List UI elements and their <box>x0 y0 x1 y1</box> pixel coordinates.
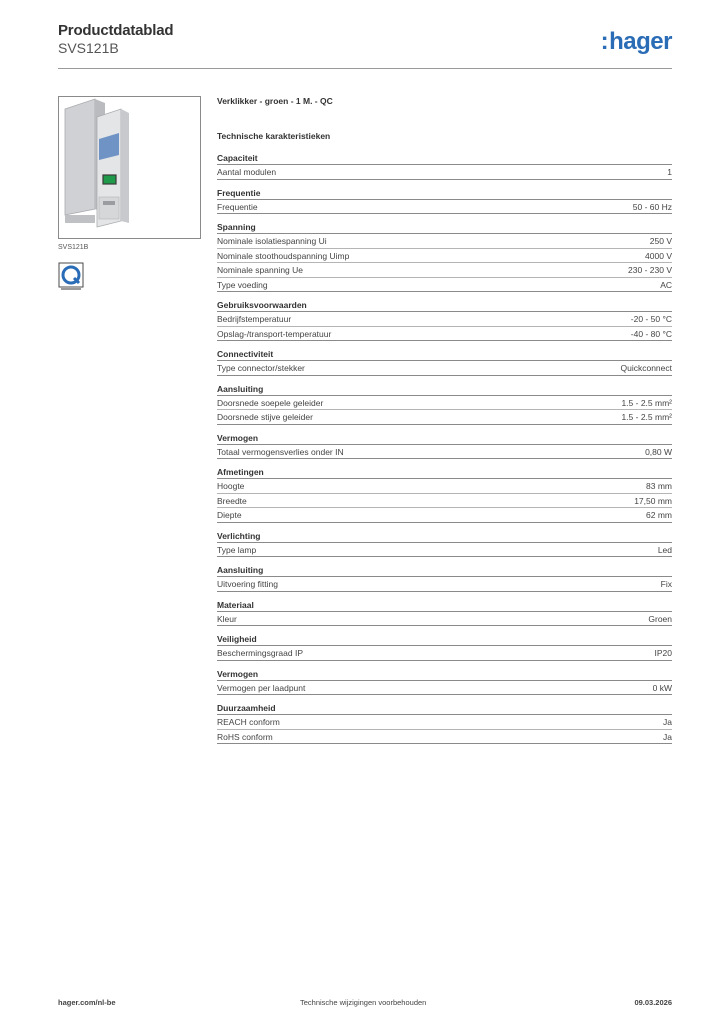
spec-label: Type connector/stekker <box>217 363 305 373</box>
spec-content <box>217 96 672 744</box>
spec-section <box>217 702 672 744</box>
section-title: Capaciteit <box>217 152 672 165</box>
spec-label: Doorsnede soepele geleider <box>217 397 324 408</box>
spec-value: Led <box>657 544 672 555</box>
section-title: Aansluiting <box>217 564 672 577</box>
spec-section <box>217 530 672 558</box>
section-title: Afmetingen <box>217 466 672 479</box>
spec-row <box>217 165 672 180</box>
spec-value: 62 mm <box>646 510 672 520</box>
spec-section <box>217 599 672 627</box>
spec-row <box>217 312 672 327</box>
page-header <box>58 22 672 70</box>
spec-value: 1 <box>667 167 672 177</box>
spec-section <box>217 152 672 180</box>
photo-caption: SVS121B <box>58 244 89 251</box>
product-image-icon <box>59 97 200 238</box>
spec-value: 17,50 mm <box>634 495 672 506</box>
spec-value: 50 - 60 Hz <box>632 201 672 212</box>
spec-value: Quickconnect <box>620 363 672 373</box>
spec-row <box>217 612 672 627</box>
spec-row <box>217 730 672 745</box>
footer-date: 09.03.2026 <box>634 998 672 1007</box>
spec-section <box>217 187 672 215</box>
spec-row <box>217 681 672 696</box>
spec-label: Bedrijfstemperatuur <box>217 314 292 324</box>
spec-section <box>217 221 672 292</box>
section-title: Aansluiting <box>217 383 672 396</box>
spec-row <box>217 200 672 215</box>
spec-row <box>217 396 672 411</box>
product-description: Verklikker - groen - 1 M. - QC <box>217 96 333 106</box>
spec-label: Aantal modulen <box>217 167 277 177</box>
spec-value: 1.5 - 2.5 mm² <box>621 412 672 422</box>
spec-row <box>217 479 672 494</box>
spec-label: Frequentie <box>217 201 258 212</box>
spec-label: Nominale stoothoudspanning Uimp <box>217 250 350 261</box>
spec-label: Uitvoering fitting <box>217 579 278 589</box>
spec-row <box>217 327 672 342</box>
section-title: Spanning <box>217 221 672 234</box>
section-title: Vermogen <box>217 432 672 445</box>
spec-value: 0 kW <box>652 682 672 693</box>
quality-mark-icon <box>58 262 84 292</box>
spec-value: 83 mm <box>646 481 672 491</box>
spec-row <box>217 494 672 509</box>
spec-section <box>217 633 672 661</box>
spec-value: Ja <box>663 717 672 727</box>
spec-label: Type lamp <box>217 544 257 555</box>
spec-row <box>217 410 672 425</box>
spec-row <box>217 278 672 293</box>
document-title: Productdatablad <box>58 22 174 39</box>
spec-value: 1.5 - 2.5 mm² <box>621 397 672 408</box>
logo-text: hager <box>609 28 672 55</box>
footer-notice: Technische wijzigingen voorbehouden <box>300 998 427 1007</box>
spec-row <box>217 543 672 558</box>
spec-label: Diepte <box>217 510 242 520</box>
spec-value: Ja <box>663 731 672 742</box>
section-title: Verlichting <box>217 530 672 543</box>
spec-value: Groen <box>648 613 672 624</box>
spec-value: 4000 V <box>645 250 672 261</box>
section-title: Gebruiksvoorwaarden <box>217 299 672 312</box>
spec-value: 230 - 230 V <box>628 265 672 275</box>
spec-label: Beschermingsgraad IP <box>217 648 303 658</box>
spec-label: REACH conform <box>217 717 280 727</box>
spec-row <box>217 577 672 592</box>
logo-mark-icon: : <box>600 28 609 55</box>
spec-section <box>217 432 672 460</box>
section-title: Materiaal <box>217 599 672 612</box>
spec-label: Nominale spanning Ue <box>217 265 303 275</box>
spec-label: Opslag-/transport-temperatuur <box>217 328 332 339</box>
spec-row <box>217 263 672 278</box>
spec-value: AC <box>660 279 672 290</box>
spec-label: Nominale isolatiespanning Ui <box>217 236 327 246</box>
section-title: Frequentie <box>217 187 672 200</box>
document-subtitle: SVS121B <box>58 40 119 56</box>
spec-label: Totaal vermogensverlies onder IN <box>217 446 344 457</box>
section-title: Duurzaamheid <box>217 702 672 715</box>
header-divider <box>58 68 672 69</box>
spec-value: 0,80 W <box>645 446 672 457</box>
spec-label: RoHS conform <box>217 731 273 742</box>
spec-label: Hoogte <box>217 481 245 491</box>
spec-value: Fix <box>660 579 672 589</box>
spec-section <box>217 466 672 523</box>
hager-logo <box>601 28 672 56</box>
spec-value: IP20 <box>654 648 672 658</box>
spec-row <box>217 234 672 249</box>
section-title: Veiligheid <box>217 633 672 646</box>
spec-section <box>217 299 672 341</box>
spec-section <box>217 564 672 592</box>
spec-label: Type voeding <box>217 279 268 290</box>
spec-label: Vermogen per laadpunt <box>217 682 306 693</box>
spec-row <box>217 715 672 730</box>
spec-value: 250 V <box>649 236 672 246</box>
spec-sections <box>217 152 672 744</box>
product-photo <box>58 96 201 239</box>
spec-row <box>217 646 672 661</box>
section-title: Connectiviteit <box>217 348 672 361</box>
spec-value: -40 - 80 °C <box>630 328 672 339</box>
spec-row <box>217 508 672 523</box>
spec-label: Breedte <box>217 495 247 506</box>
tech-characteristics-title: Technische karakteristieken <box>217 131 331 141</box>
spec-row <box>217 361 672 376</box>
footer-website: hager.com/nl-be <box>58 998 116 1007</box>
spec-row <box>217 249 672 264</box>
spec-section <box>217 348 672 376</box>
spec-label: Doorsnede stijve geleider <box>217 412 313 422</box>
spec-label: Kleur <box>217 613 237 624</box>
spec-section <box>217 383 672 425</box>
section-title: Vermogen <box>217 668 672 681</box>
spec-row <box>217 445 672 460</box>
spec-value: -20 - 50 °C <box>630 314 672 324</box>
spec-section <box>217 668 672 696</box>
